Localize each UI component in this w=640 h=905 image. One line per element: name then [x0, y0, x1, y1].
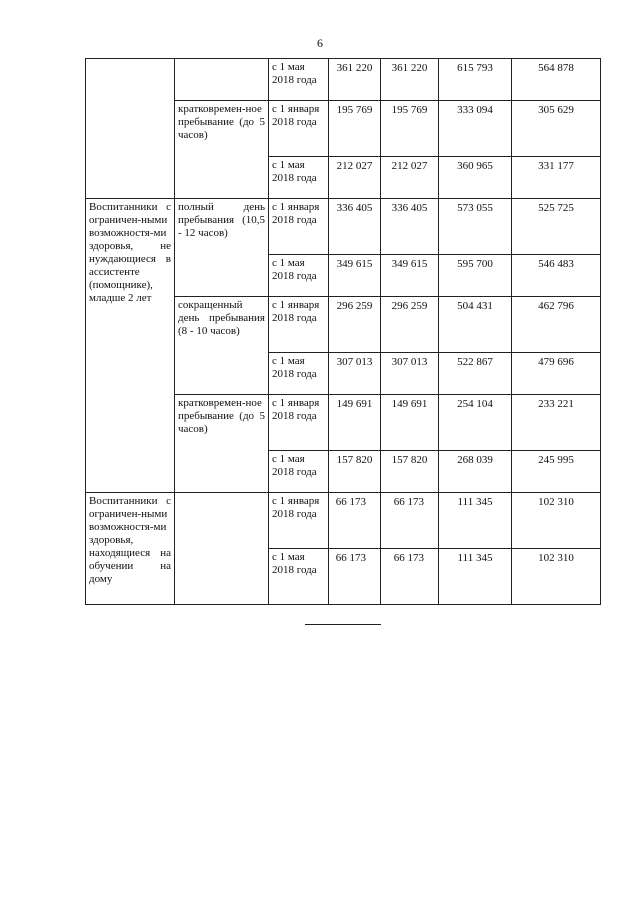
page-number: 6: [317, 36, 323, 50]
value-cell: 305 629: [512, 101, 601, 157]
value-cell: 336 405: [329, 199, 381, 255]
value-cell: 615 793: [439, 59, 512, 101]
value-cell: 66 173: [381, 493, 439, 549]
period-cell: с 1 мая 2018 года: [269, 549, 329, 605]
value-cell: 360 965: [439, 157, 512, 199]
value-cell: 573 055: [439, 199, 512, 255]
value-cell: 522 867: [439, 353, 512, 395]
value-cell: 296 259: [381, 297, 439, 353]
table-row: [86, 199, 601, 255]
value-cell: 504 431: [439, 297, 512, 353]
value-cell: 149 691: [381, 395, 439, 451]
value-cell: 254 104: [439, 395, 512, 451]
value-cell: 268 039: [439, 451, 512, 493]
mode-cell: полный день пребывания (10,5 - 12 часов): [175, 199, 269, 297]
period-cell: с 1 мая 2018 года: [269, 353, 329, 395]
value-cell: 195 769: [329, 101, 381, 157]
mode-cell: [175, 493, 269, 605]
value-cell: 336 405: [381, 199, 439, 255]
value-cell: 157 820: [329, 451, 381, 493]
value-cell: 349 615: [329, 255, 381, 297]
value-cell: 595 700: [439, 255, 512, 297]
value-cell: 307 013: [329, 353, 381, 395]
period-cell: с 1 января 2018 года: [269, 493, 329, 549]
mode-cell: кратковремен-ное пребывание (до 5 часов): [175, 395, 269, 493]
category-cell: [86, 59, 175, 199]
footer-divider: [305, 624, 381, 625]
period-cell: с 1 января 2018 года: [269, 395, 329, 451]
mode-cell: сокращенный день пребывания (8 - 10 часов): [175, 297, 269, 395]
value-cell: 157 820: [381, 451, 439, 493]
value-cell: 546 483: [512, 255, 601, 297]
value-cell: 66 173: [329, 493, 381, 549]
value-cell: 307 013: [381, 353, 439, 395]
value-cell: 66 173: [329, 549, 381, 605]
value-cell: 479 696: [512, 353, 601, 395]
value-cell: 66 173: [381, 549, 439, 605]
period-cell: с 1 января 2018 года: [269, 199, 329, 255]
tariff-table: [85, 58, 601, 605]
value-cell: 111 345: [439, 493, 512, 549]
value-cell: 212 027: [329, 157, 381, 199]
period-cell: с 1 мая 2018 года: [269, 59, 329, 101]
value-cell: 331 177: [512, 157, 601, 199]
table-row: [86, 493, 601, 549]
value-cell: 462 796: [512, 297, 601, 353]
period-cell: с 1 января 2018 года: [269, 101, 329, 157]
period-cell: с 1 мая 2018 года: [269, 157, 329, 199]
period-cell: с 1 мая 2018 года: [269, 255, 329, 297]
value-cell: 361 220: [381, 59, 439, 101]
mode-cell: [175, 59, 269, 101]
value-cell: 564 878: [512, 59, 601, 101]
value-cell: 361 220: [329, 59, 381, 101]
value-cell: 296 259: [329, 297, 381, 353]
value-cell: 233 221: [512, 395, 601, 451]
value-cell: 333 094: [439, 101, 512, 157]
value-cell: 525 725: [512, 199, 601, 255]
value-cell: 102 310: [512, 493, 601, 549]
category-cell: Воспитанники с ограничен-ными возможностя-ми здоровья, не нуждающиеся в ассистенте (помощнике), младше 2 лет: [86, 199, 175, 493]
value-cell: 349 615: [381, 255, 439, 297]
table-row: [86, 59, 601, 101]
value-cell: 149 691: [329, 395, 381, 451]
value-cell: 212 027: [381, 157, 439, 199]
value-cell: 111 345: [439, 549, 512, 605]
period-cell: с 1 мая 2018 года: [269, 451, 329, 493]
value-cell: 245 995: [512, 451, 601, 493]
period-cell: с 1 января 2018 года: [269, 297, 329, 353]
mode-cell: кратковремен-ное пребывание (до 5 часов): [175, 101, 269, 199]
category-cell: Воспитанники с ограничен-ными возможностя-ми здоровья, находящиеся на обучении на дому: [86, 493, 175, 605]
value-cell: 195 769: [381, 101, 439, 157]
value-cell: 102 310: [512, 549, 601, 605]
